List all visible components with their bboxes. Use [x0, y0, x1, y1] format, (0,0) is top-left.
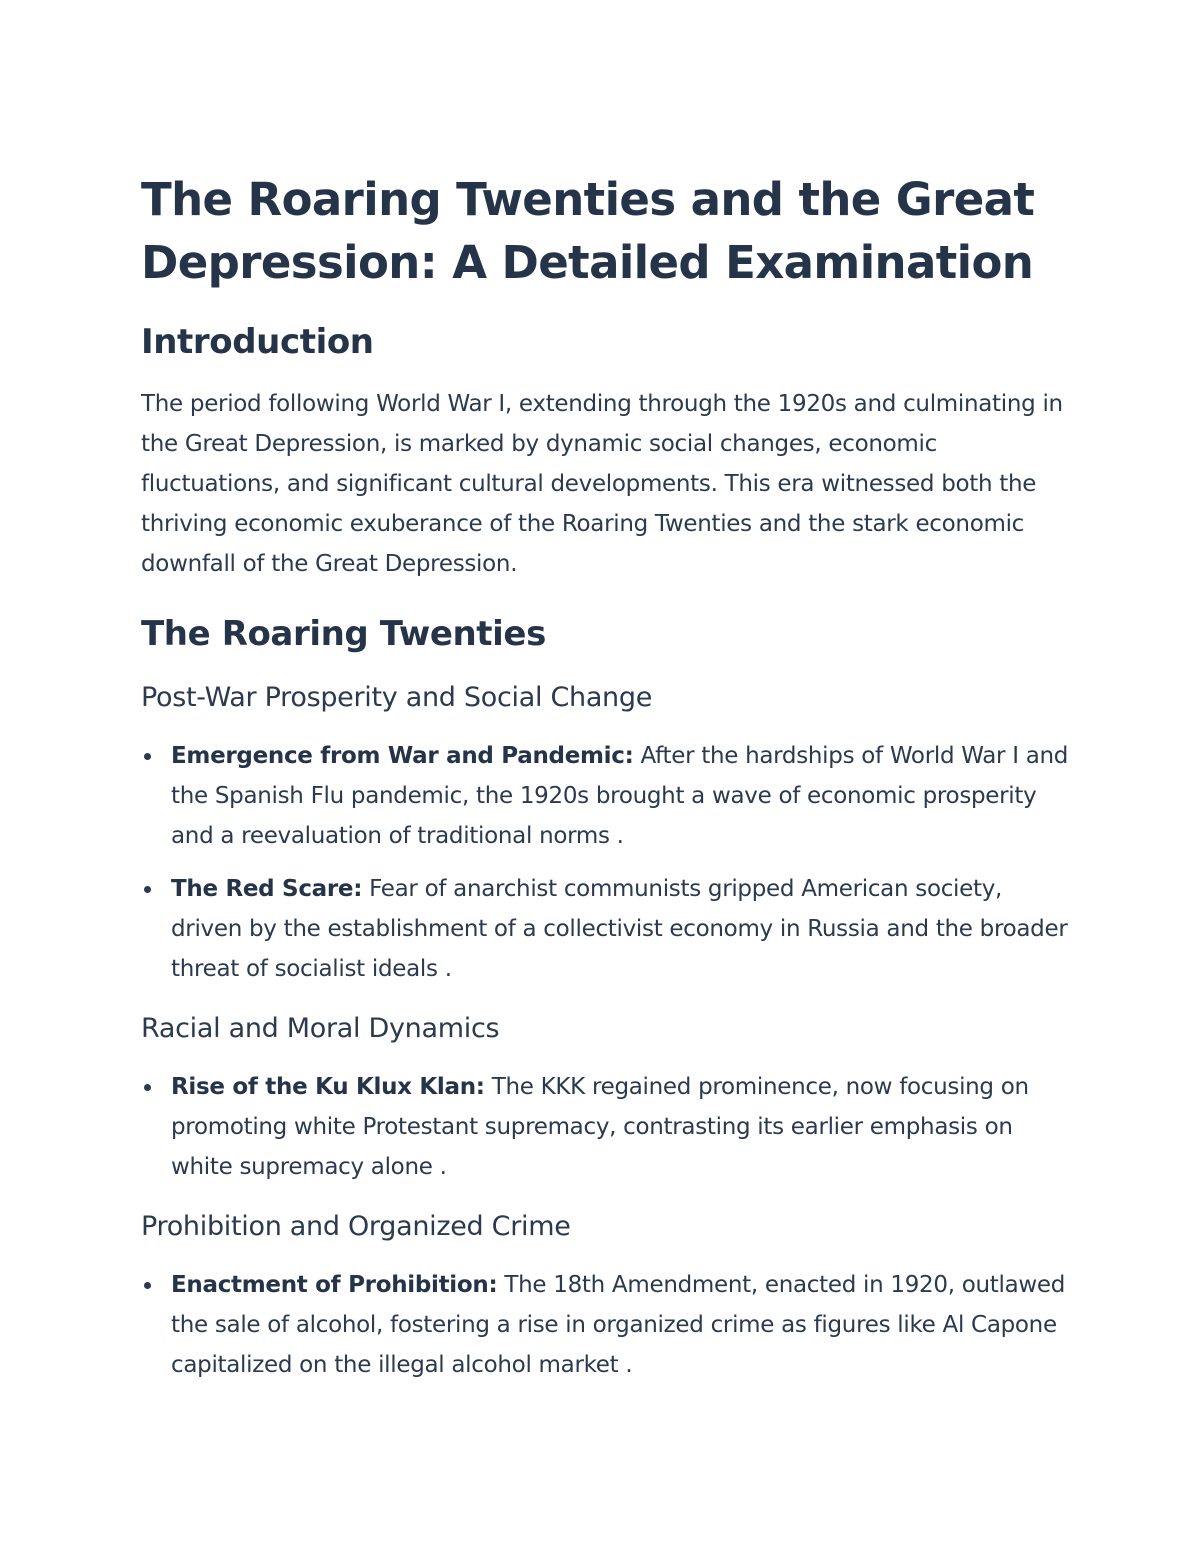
- section-heading-racial-moral: Racial and Moral Dynamics: [141, 1013, 500, 1044]
- document-page: [141, 168, 1071, 1407]
- introduction-paragraph: The period following World War I, extending through the 1920s and culminating in the Great Depression, is marked by dynamic social changes, economic fluctuations, and significant cultural developments. This era witnessed both the thriving economic exuberance of the Roaring Twenties and the stark economic downfall of the Great Depression.: [141, 391, 1063, 577]
- section-heading-post-war: Post-War Prosperity and Social Change: [141, 682, 653, 713]
- section-heading-prohibition: Prohibition and Organized Crime: [141, 1211, 571, 1242]
- bullet-list-post-war: [141, 736, 1071, 989]
- list-item: [141, 736, 1071, 856]
- roaring-twenties-heading: The Roaring Twenties: [141, 614, 546, 654]
- bullet-icon: [144, 1084, 151, 1091]
- list-item-term: Rise of the Ku Klux Klan:: [171, 1074, 485, 1100]
- bullet-icon: [144, 1282, 151, 1289]
- list-item-term: Enactment of Prohibition:: [171, 1272, 498, 1298]
- list-item-text: The KKK regained prominence, now focusing on promoting white Protestant supremacy, contrasting its earlier emphasis on white supremacy alone .: [171, 1074, 1029, 1180]
- list-item-text: Fear of anarchist communists gripped American society, driven by the establishment of a collectivist economy in Russia and the broader threat of socialist ideals .: [171, 876, 1068, 982]
- introduction-heading: Introduction: [141, 322, 374, 362]
- bullet-list-prohibition: [141, 1265, 1071, 1385]
- bullet-list-racial-moral: [141, 1067, 1071, 1187]
- bullet-icon: [144, 753, 151, 760]
- document-title: The Roaring Twenties and the Great Depression: A Detailed Examination: [141, 173, 1035, 289]
- list-item-term: The Red Scare:: [171, 876, 363, 902]
- list-item-term: Emergence from War and Pandemic:: [171, 743, 634, 769]
- list-item-text: After the hardships of World War I and the Spanish Flu pandemic, the 1920s brought a wave of economic prosperity and a reevaluation of traditional norms .: [171, 743, 1069, 849]
- list-item: [141, 1067, 1071, 1187]
- bullet-icon: [144, 886, 151, 893]
- list-item-text: The 18th Amendment, enacted in 1920, outlawed the sale of alcohol, fostering a rise in organized crime as figures like Al Capone capitalized on the illegal alcohol market .: [171, 1272, 1066, 1378]
- list-item: [141, 869, 1071, 989]
- list-item: [141, 1265, 1071, 1385]
